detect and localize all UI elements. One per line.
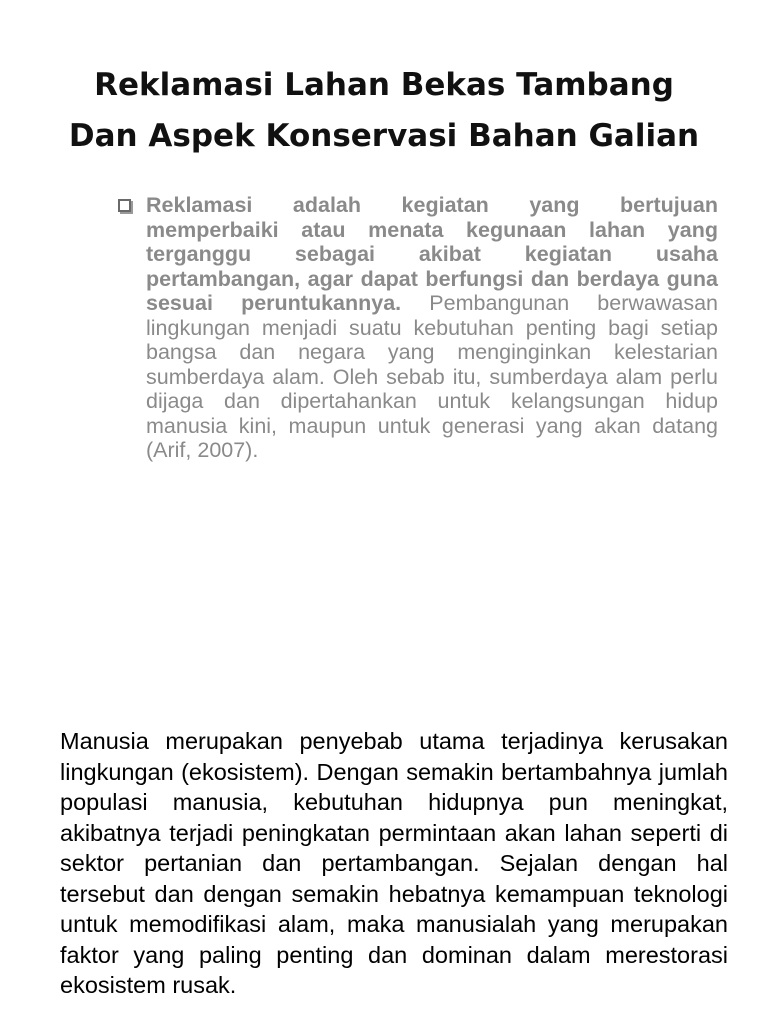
bullet-item [118,193,718,463]
bullet-bold-text: Reklamasi adalah kegiatan yang bertujuan memperbaiki atau menata kegunaan lahan yang terganggu sebagai akibat kegiatan usaha pertambangan, agar dapat berfungsi dan berdaya guna sesuai peruntukannya. [146,193,718,315]
slide-title-line-1: Reklamasi Lahan Bekas Tambang [94,67,674,103]
slide-title-line-2: Dan Aspek Konservasi Bahan Galian [68,118,700,154]
bullet-text [146,193,718,463]
body-paragraph: Manusia merupakan penyebab utama terjadinya kerusakan lingkungan (ekosistem). Dengan semakin bertambahnya jumlah populasi manusia, kebutuhan hidupnya pun meningkat, akibatnya terjadi peningkatan permintaan akan lahan seperti di sektor pertanian dan pertambangan. Sejalan dengan hal tersebut dan dengan semakin hebatnya kemampuan teknologi untuk memodifikasi alam, maka manusialah yang merupakan faktor yang paling penting dan dominan dalam merestorasi ekosistem rusak. [60,728,728,998]
slide-title [40,60,728,162]
bullet-normal-text: Pembangunan berwawasan lingkungan menjadi suatu kebutuhan penting bagi setiap bangsa dan negara yang menginginkan kelestarian sumberdaya alam. Oleh sebab itu, sumberdaya alam perlu dijaga dan dipertahankan untuk kelangsungan hidup manusia kini, maupun untuk generasi yang akan datang (Arif, 2007). [146,291,718,462]
checkbox-square-icon [118,199,131,212]
